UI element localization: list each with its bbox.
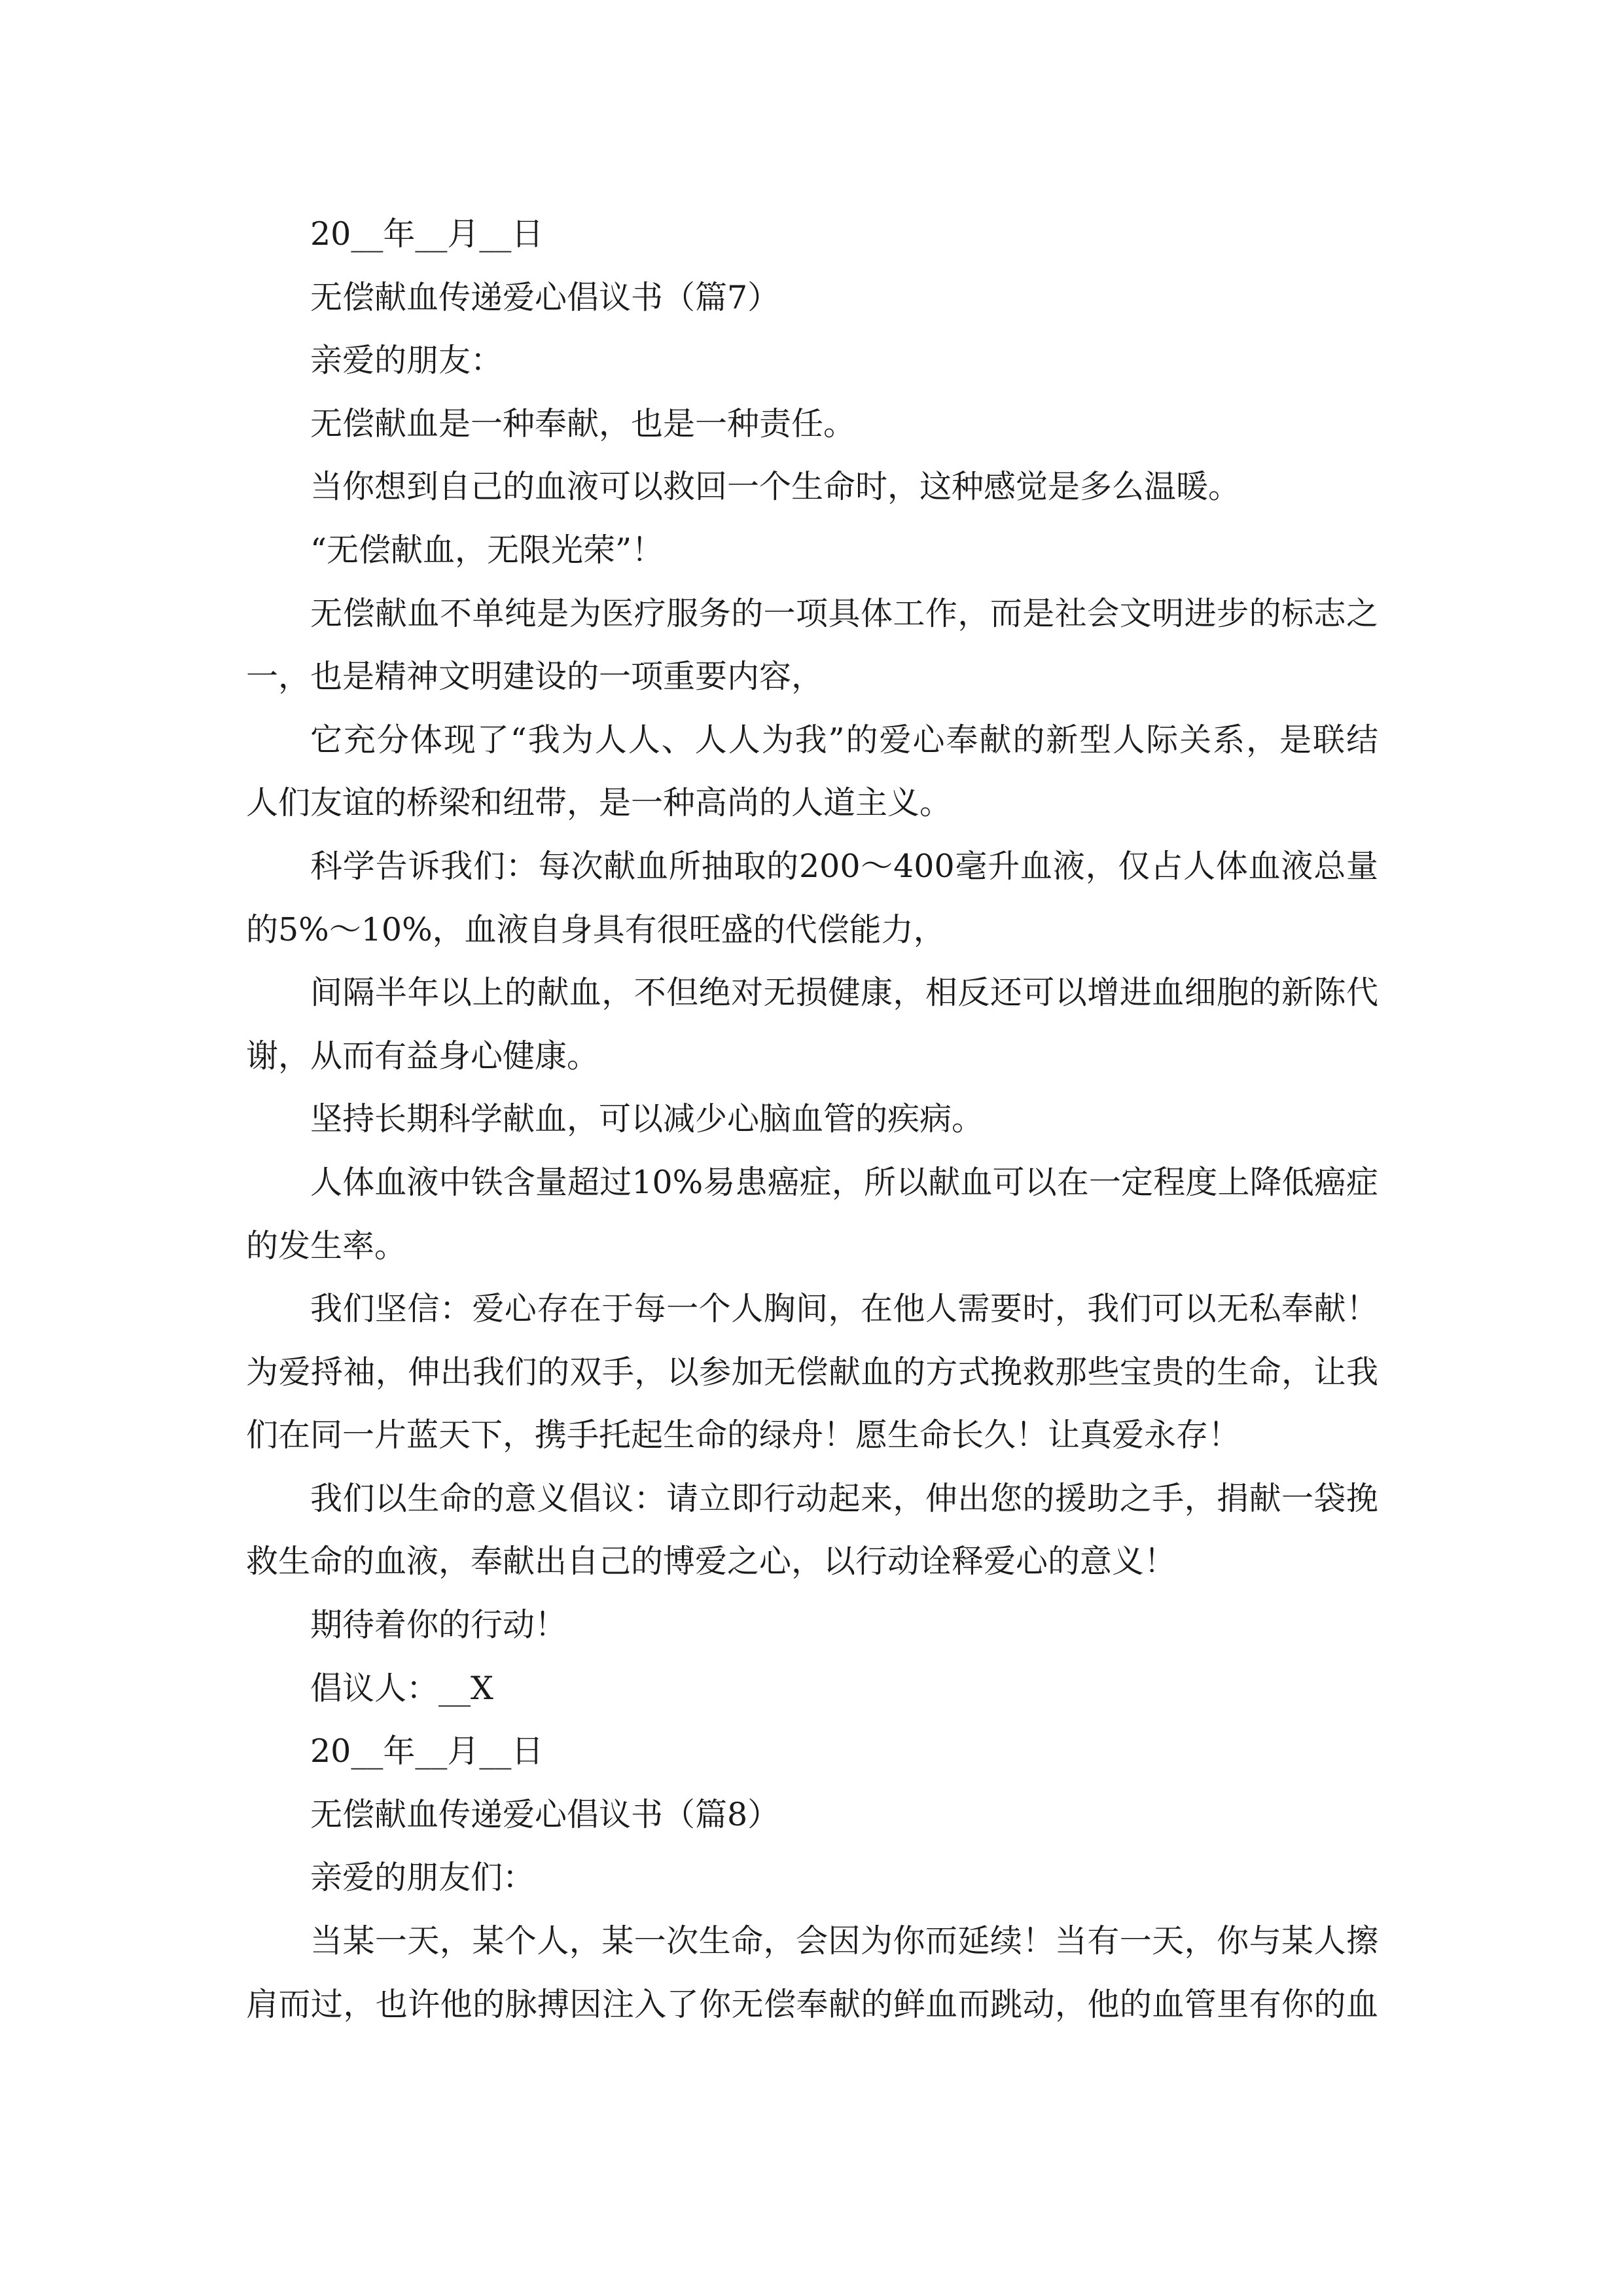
paragraph-line: 期待着你的行动！	[310, 1606, 567, 1644]
paragraph-line: 当某一天，某个人，某一次生命，会因为你而延续！当有一天，你与某人擦	[310, 1922, 1378, 1960]
paragraph-line: 间隔半年以上的献血，不但绝对无损健康，相反还可以增进血细胞的新陈代	[310, 974, 1378, 1012]
paragraph-line: 我们坚信：爱心存在于每一个人胸间，在他人需要时，我们可以无私奉献！	[310, 1290, 1378, 1328]
paragraph-line: 救生命的血液，奉献出自己的博爱之心，以行动诠释爱心的意义！	[246, 1543, 1177, 1581]
paragraph-line: 一，也是精神文明建设的一项重要内容，	[246, 658, 824, 696]
paragraph-line: 的5%～10%，血液自身具有很旺盛的代偿能力，	[246, 910, 946, 948]
paragraph-line: 们在同一片蓝天下，携手托起生命的绿舟！愿生命长久！让真爱永存！	[246, 1416, 1241, 1454]
paragraph-line: 无偿献血是一种奉献，也是一种责任。	[310, 404, 856, 442]
paragraph-line: 当你想到自己的血液可以救回一个生命时，这种感觉是多么温暖。	[310, 468, 1241, 506]
signature-line: 倡议人：__X	[310, 1669, 493, 1707]
salutation: 亲爱的朋友们：	[310, 1859, 535, 1897]
document-body	[246, 203, 1378, 2036]
paragraph-line: 无偿献血不单纯是为医疗服务的一项具体工作，而是社会文明进步的标志之	[310, 594, 1378, 632]
paragraph-line: 为爱捋袖，伸出我们的双手，以参加无偿献血的方式挽救那些宝贵的生命，让我	[246, 1353, 1378, 1391]
paragraph-line: 我们以生命的意义倡议：请立即行动起来，伸出您的援助之手，捐献一袋挽	[310, 1479, 1378, 1517]
paragraph-line: 科学告诉我们：每次献血所抽取的200～400毫升血液，仅占人体血液总量	[310, 847, 1378, 885]
paragraph-line: 的发生率。	[246, 1227, 407, 1265]
paragraph-line: 人们友谊的桥梁和纽带，是一种高尚的人道主义。	[246, 784, 952, 822]
section-title: 无偿献血传递爱心倡议书（篇8）	[310, 1795, 780, 1833]
paragraph-line: 它充分体现了“我为人人、人人为我”的爱心奉献的新型人际关系，是联结	[310, 721, 1378, 759]
paragraph-line: 肩而过，也许他的脉搏因注入了你无偿奉献的鲜血而跳动，他的血管里有你的血	[246, 1985, 1378, 2023]
date-line: 20__年__月__日	[310, 1732, 544, 1770]
salutation: 亲爱的朋友：	[310, 342, 503, 380]
section-title: 无偿献血传递爱心倡议书（篇7）	[310, 278, 780, 316]
slogan-line: “无偿献血，无限光荣”！	[310, 531, 664, 569]
paragraph-line: 人体血液中铁含量超过10%易患癌症，所以献血可以在一定程度上降低癌症	[310, 1163, 1378, 1201]
paragraph-line: 坚持长期科学献血，可以减少心脑血管的疾病。	[310, 1100, 984, 1138]
paragraph-line: 谢，从而有益身心健康。	[246, 1037, 599, 1075]
date-line: 20__年__月__日	[310, 215, 544, 253]
